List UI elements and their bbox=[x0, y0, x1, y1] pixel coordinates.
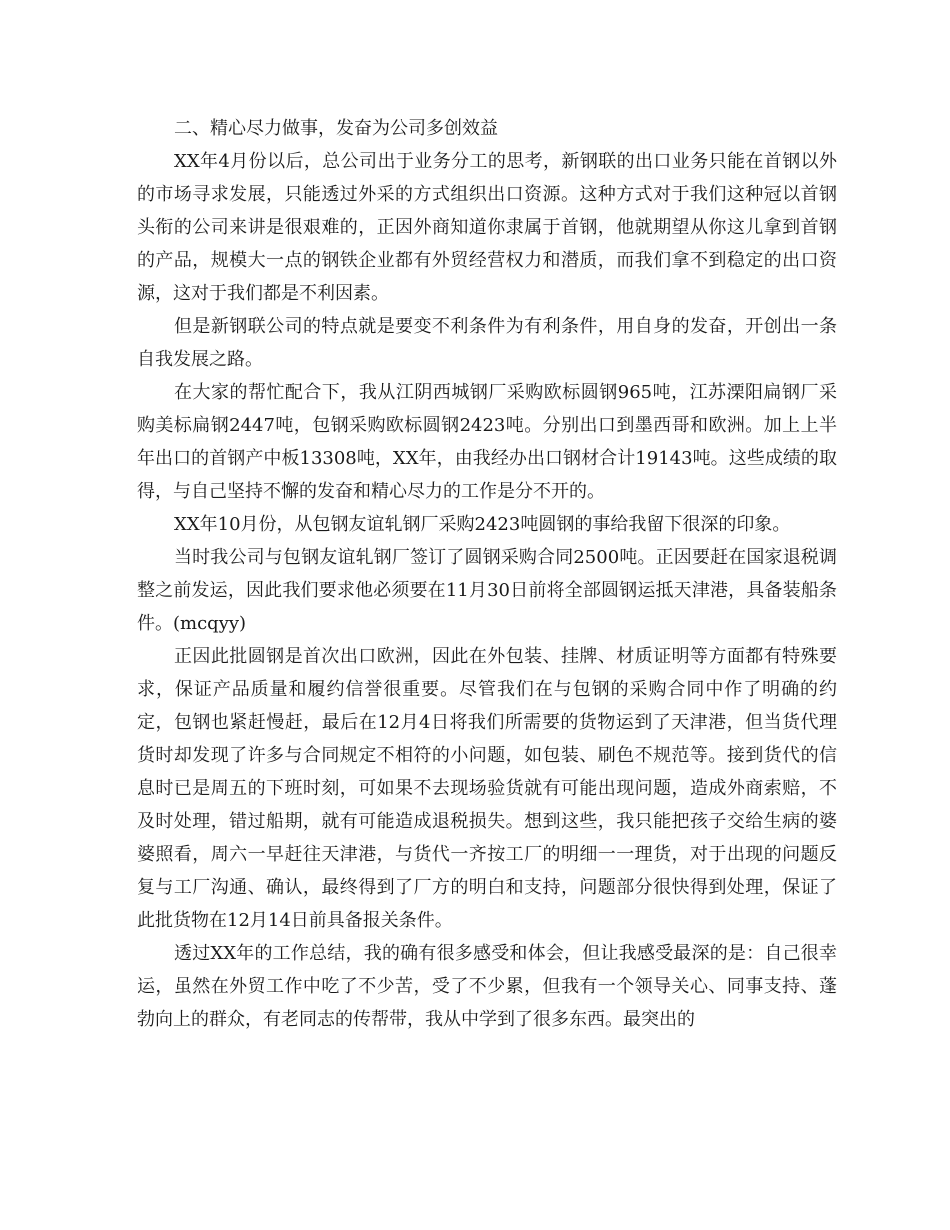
document-body bbox=[137, 112, 837, 1036]
paragraph-export-background: XX年4月份以后，总公司出于业务分工的思考，新钢联的出口业务只能在首钢以外的市场寻求发展，只能透过外采的方式组织出口资源。这种方式对于我们这种冠以首钢头衔的公司来讲是很艰难的，正因外商知道你隶属于首钢，他就期望从你这儿拿到首钢的产品，规模大一点的钢铁企业都有外贸经营权力和潜质，而我们拿不到稳定的出口资源，这对于我们都是不利因素。 bbox=[137, 151, 837, 304]
paragraph-october-event: XX年10月份，从包钢友谊轧钢厂采购2423吨圆钢的事给我留下很深的印象。 bbox=[174, 514, 791, 535]
paragraph-company-approach: 但是新钢联公司的特点就是要变不利条件为有利条件，用自身的发奋，开创出一条自我发展之路。 bbox=[137, 316, 837, 370]
paragraph-contract-details: 当时我公司与包钢友谊轧钢厂签订了圆钢采购合同2500吨。正因要赶在国家退税调整之前发运，因此我们要求他必须要在11月30日前将全部圆钢运抵天津港，具备装船条件。(mcqyy) bbox=[137, 547, 837, 634]
paragraph-summary: 透过XX年的工作总结，我的确有很多感受和体会，但让我感受最深的是：自己很幸运，虽然在外贸工作中吃了不少苦，受了不少累，但我有一个领导关心、同事支持、蓬勃向上的群众，有老同志的传帮带，我从中学到了很多东西。最突出的 bbox=[137, 943, 837, 1030]
paragraph-quality-inspection: 正因此批圆钢是首次出口欧洲，因此在外包装、挂牌、材质证明等方面都有特殊要求，保证产品质量和履约信誉很重要。尽管我们在与包钢的采购合同中作了明确的约定，包钢也紧赶慢赶，最后在12月4日将我们所需要的货物运到了天津港，但当货代理货时却发现了许多与合同规定不相符的小问题，如包装、刷色不规范等。接到货代的信息时已是周五的下班时刻，可如果不去现场验货就有可能出现问题，造成外商索赔，不及时处理，错过船期，就有可能造成退税损失。想到这些，我只能把孩子交给生病的婆婆照看，周六一早赶往天津港，与货代一齐按工厂的明细一一理货，对于出现的问题反复与工厂沟通、确认，最终得到了厂方的明白和支持，问题部分很快得到处理，保证了此批货物在12月14日前具备报关条件。 bbox=[137, 646, 837, 931]
section-heading: 二、精心尽力做事，发奋为公司多创效益 bbox=[174, 118, 498, 139]
paragraph-procurement-results: 在大家的帮忙配合下，我从江阴西城钢厂采购欧标圆钢965吨，江苏溧阳扁钢厂采购美标扁钢2447吨，包钢采购欧标圆钢2423吨。分别出口到墨西哥和欧洲。加上上半年出口的首钢产中板13308吨，XX年，由我经办出口钢材合计19143吨。这些成绩的取得，与自己坚持不懈的发奋和精心尽力的工作是分不开的。 bbox=[137, 382, 837, 502]
